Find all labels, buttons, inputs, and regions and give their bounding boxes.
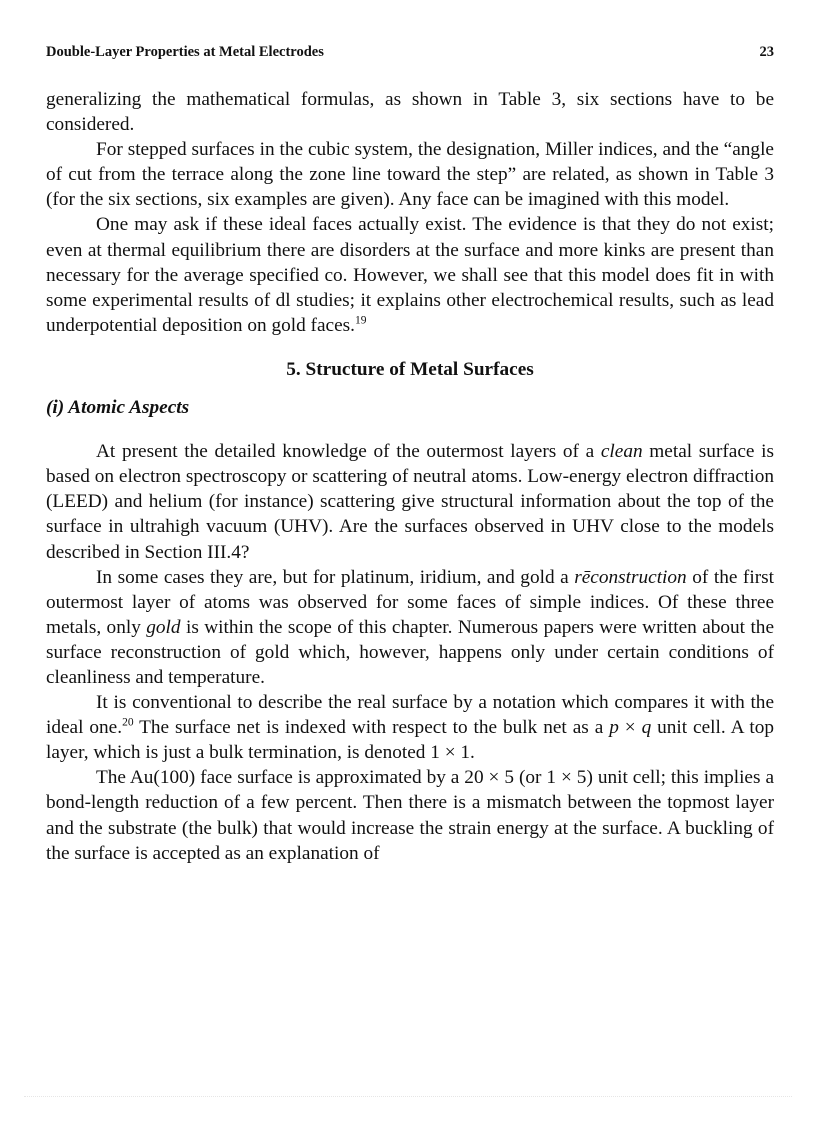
paragraph-present-knowledge — [46, 439, 774, 564]
text-run: unit cell. A top layer, which is just a bulk termination, is denoted 1 × 1. — [46, 717, 774, 764]
text-run: × — [618, 717, 642, 739]
footnote-ref-19[interactable]: 19 — [354, 314, 367, 327]
paragraph-notation — [46, 690, 774, 765]
math-p: p — [609, 717, 619, 739]
math-q: q — [641, 717, 652, 739]
running-title: Double-Layer Properties at Metal Electrodes — [46, 44, 324, 60]
page-number: 23 — [759, 44, 774, 60]
text-run: In some cases they are, but for platinum, iridium, and gold a — [96, 566, 575, 588]
paragraph-text: For stepped surfaces in the cubic system, the designation, Miller indices, and the “angle of cut from the terrace along the zone line toward the step” are related, as shown in Table 3 (for the six sections, six examples are given). Any face can be imagined with this model. — [46, 139, 774, 211]
paragraph-ideal-faces — [46, 212, 774, 337]
paragraph-reconstruction — [46, 565, 774, 690]
paragraph-au100 — [46, 765, 774, 865]
footer-divider — [24, 1096, 792, 1097]
text-run: The surface net is indexed with respect to the bulk net as a — [133, 717, 610, 739]
emphasis-clean: clean — [600, 441, 643, 463]
paragraph-text: generalizing the mathematical formulas, as shown in Table 3, six sections have to be considered. — [46, 89, 774, 136]
footnote-ref-20[interactable]: 20 — [122, 716, 134, 729]
text-run: It is conventional to describe the real surface by a notation which compares it with the ideal one. — [46, 692, 774, 739]
emphasis-gold: gold — [146, 616, 181, 638]
emphasis-reconstruction: rēconstruction — [574, 566, 687, 588]
paragraph-text: The Au(100) face surface is approximated by a 20 × 5 (or 1 × 5) unit cell; this implies a bond-length reduction of a few percent. Then there is a mismatch between the topmost layer and the substrate (the bulk) that would increase the strain energy at the surface. A buckling of the surface is accepted as an explanation of — [46, 767, 774, 864]
page — [46, 44, 774, 866]
text-run: of the first outermost layer of atoms was observed for some faces of simple indices. Of these three metals, only — [46, 566, 774, 638]
text-run: At present the detailed knowledge of the outermost layers of a — [96, 441, 601, 463]
paragraph-continuation — [46, 87, 774, 137]
text-run: is within the scope of this chapter. Numerous papers were written about the surface reconstruction of gold which, however, happens only under certain conditions of cleanliness and temperature. — [46, 616, 775, 688]
subsection-title: (i) Atomic Aspects — [46, 397, 190, 419]
paragraph-stepped-surfaces — [46, 137, 774, 212]
body-text — [46, 87, 774, 866]
section-title: 5. Structure of Metal Surfaces — [286, 358, 534, 380]
paragraph-text: One may ask if these ideal faces actually exist. The evidence is that they do not exist; even at thermal equilibrium there are disorders at the surface and more kinks are present than necessary for the average specified co. However, we shall see that this model does fit in with some experimental results of dl studies; it explains other electrochemical results, such as lead underpotential deposition on gold faces. — [46, 214, 774, 336]
running-head — [46, 44, 774, 61]
text-run: metal surface is based on electron spectroscopy or scattering of neutral atoms. Low-energy electron diffraction (LEED) and helium (for instance) scattering give structural information about the top of the surface in ultrahigh vacuum (UHV). Are the surfaces observed in UHV close to the models described in Section III.4? — [46, 441, 774, 563]
